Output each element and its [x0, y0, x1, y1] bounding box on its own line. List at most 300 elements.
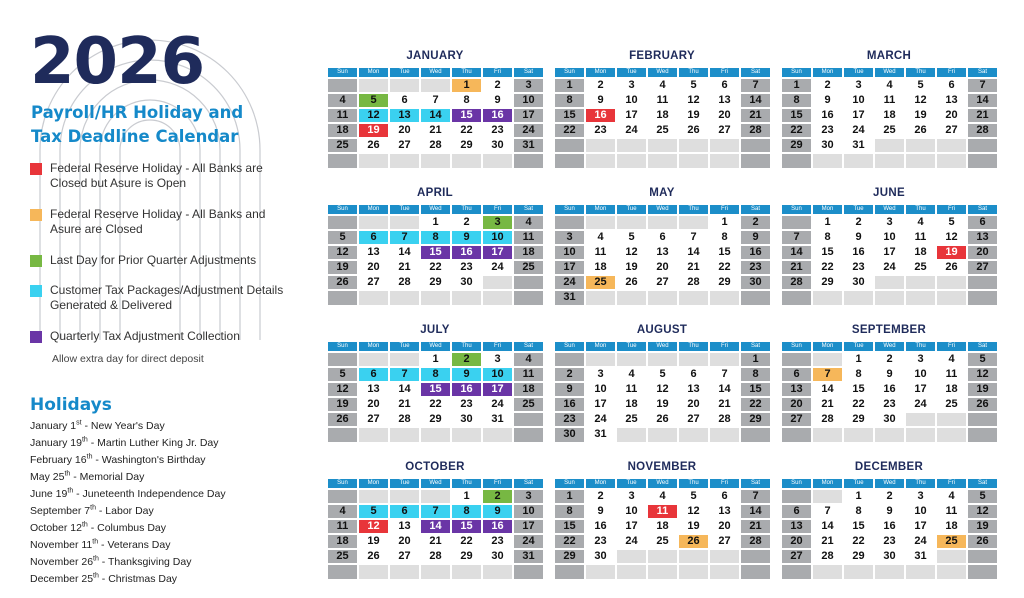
day-cell: 26	[328, 276, 357, 289]
day-cell: 10	[483, 368, 512, 381]
day-cell: 25	[648, 535, 677, 548]
day-cell: 16	[452, 383, 481, 396]
empty-day-cell	[555, 216, 584, 229]
empty-day-cell	[514, 291, 543, 304]
day-cell: 22	[452, 124, 481, 137]
day-cell: 27	[390, 139, 419, 152]
day-cell: 22	[813, 261, 842, 274]
day-cell: 27	[390, 550, 419, 563]
day-cell: 18	[937, 520, 966, 533]
day-cell: 6	[679, 368, 708, 381]
empty-day-cell	[968, 428, 997, 441]
weekday-header: Tue	[390, 342, 419, 351]
empty-day-cell	[844, 565, 873, 578]
weekday-header: Sun	[328, 479, 357, 488]
day-cell: 24	[555, 276, 584, 289]
holiday-item: September 7th - Labor Day	[30, 504, 154, 517]
day-cell: 1	[782, 79, 811, 92]
day-cell: 15	[452, 109, 481, 122]
day-cell: 24	[617, 124, 646, 137]
day-cell: 1	[813, 216, 842, 229]
day-cell: 14	[741, 505, 770, 518]
day-cell: 15	[782, 109, 811, 122]
weekday-header: Tue	[390, 479, 419, 488]
weekday-header: Fri	[483, 68, 512, 77]
legend-label-cont: Generated & Delivered	[50, 298, 173, 312]
day-cell: 7	[813, 505, 842, 518]
empty-day-cell	[710, 428, 739, 441]
month-grid	[782, 205, 996, 305]
empty-day-cell	[452, 565, 481, 578]
day-cell: 13	[390, 109, 419, 122]
empty-day-cell	[328, 154, 357, 167]
empty-day-cell	[328, 428, 357, 441]
weekday-header: Wed	[648, 205, 677, 214]
day-cell: 23	[483, 124, 512, 137]
day-cell: 12	[648, 383, 677, 396]
day-cell: 3	[514, 79, 543, 92]
day-cell: 7	[679, 231, 708, 244]
legend-label: Federal Reserve Holiday - All Banks and	[50, 207, 266, 221]
empty-day-cell	[813, 291, 842, 304]
day-cell: 18	[586, 261, 615, 274]
day-cell: 25	[648, 124, 677, 137]
day-cell: 27	[782, 550, 811, 563]
day-cell: 27	[937, 124, 966, 137]
weekday-header: Mon	[359, 68, 388, 77]
empty-day-cell	[421, 565, 450, 578]
day-cell: 28	[741, 124, 770, 137]
day-cell: 14	[390, 246, 419, 259]
month-name: SEPTEMBER	[851, 324, 927, 336]
holiday-item: November 26th - Thanksgiving Day	[30, 555, 192, 568]
weekday-header: Wed	[875, 205, 904, 214]
day-cell: 22	[555, 535, 584, 548]
empty-day-cell	[421, 154, 450, 167]
day-cell: 2	[586, 79, 615, 92]
day-cell: 2	[452, 353, 481, 366]
weekday-header: Mon	[813, 68, 842, 77]
empty-day-cell	[390, 428, 419, 441]
day-cell: 16	[875, 520, 904, 533]
calendar-year: 2026	[30, 25, 205, 99]
empty-day-cell	[514, 276, 543, 289]
day-cell: 28	[968, 124, 997, 137]
day-cell: 5	[679, 490, 708, 503]
day-cell: 6	[937, 79, 966, 92]
weekday-header: Sat	[741, 205, 770, 214]
subtitle-line-2: Tax Deadline Calendar	[31, 127, 239, 146]
month-september	[782, 324, 996, 442]
weekday-header: Thu	[452, 479, 481, 488]
day-cell: 6	[648, 231, 677, 244]
day-cell: 26	[328, 413, 357, 426]
weekday-header: Mon	[359, 479, 388, 488]
day-cell: 9	[483, 505, 512, 518]
empty-day-cell	[555, 154, 584, 167]
day-cell: 28	[813, 550, 842, 563]
day-cell: 3	[617, 79, 646, 92]
day-cell: 12	[937, 231, 966, 244]
month-name: FEBRUARY	[629, 50, 695, 62]
weekday-header: Sun	[782, 68, 811, 77]
empty-day-cell	[586, 139, 615, 152]
holiday-item: May 25th - Memorial Day	[30, 470, 145, 483]
month-june	[782, 187, 996, 305]
empty-day-cell	[679, 139, 708, 152]
day-cell: 31	[586, 428, 615, 441]
empty-day-cell	[452, 154, 481, 167]
weekday-header: Mon	[586, 68, 615, 77]
day-cell: 29	[844, 550, 873, 563]
weekday-header: Thu	[452, 205, 481, 214]
empty-day-cell	[710, 291, 739, 304]
day-cell: 19	[968, 383, 997, 396]
empty-day-cell	[617, 565, 646, 578]
day-cell: 30	[586, 550, 615, 563]
day-cell: 11	[617, 383, 646, 396]
day-cell: 13	[710, 94, 739, 107]
empty-day-cell	[555, 565, 584, 578]
month-grid	[328, 342, 542, 442]
day-cell: 1	[741, 353, 770, 366]
weekday-header: Wed	[648, 68, 677, 77]
day-cell: 16	[483, 109, 512, 122]
day-cell: 13	[359, 246, 388, 259]
day-cell: 7	[782, 231, 811, 244]
day-cell: 8	[741, 368, 770, 381]
weekday-header: Wed	[421, 342, 450, 351]
month-name: JULY	[420, 324, 450, 336]
empty-day-cell	[648, 216, 677, 229]
empty-day-cell	[875, 139, 904, 152]
empty-day-cell	[679, 216, 708, 229]
weekday-header: Tue	[844, 479, 873, 488]
day-cell: 27	[710, 535, 739, 548]
weekday-header: Tue	[617, 479, 646, 488]
day-cell: 25	[937, 398, 966, 411]
day-cell: 6	[390, 94, 419, 107]
day-cell: 19	[328, 261, 357, 274]
day-cell: 11	[937, 368, 966, 381]
day-cell: 12	[328, 383, 357, 396]
day-cell: 18	[617, 398, 646, 411]
day-cell: 4	[906, 216, 935, 229]
empty-day-cell	[555, 139, 584, 152]
empty-day-cell	[937, 413, 966, 426]
day-cell: 2	[875, 353, 904, 366]
day-cell: 21	[813, 398, 842, 411]
day-cell: 23	[741, 261, 770, 274]
weekday-header: Sun	[555, 342, 584, 351]
day-cell: 19	[359, 124, 388, 137]
day-cell: 8	[452, 94, 481, 107]
weekday-header: Thu	[679, 68, 708, 77]
day-cell: 12	[359, 520, 388, 533]
weekday-header: Thu	[679, 205, 708, 214]
legend-swatch	[30, 285, 42, 297]
weekday-header: Wed	[875, 479, 904, 488]
empty-day-cell	[421, 291, 450, 304]
empty-day-cell	[937, 550, 966, 563]
day-cell: 20	[710, 109, 739, 122]
day-cell: 3	[514, 490, 543, 503]
day-cell: 4	[328, 94, 357, 107]
day-cell: 31	[514, 139, 543, 152]
empty-day-cell	[937, 428, 966, 441]
day-cell: 18	[648, 109, 677, 122]
day-cell: 2	[586, 490, 615, 503]
month-name: JUNE	[873, 187, 905, 199]
day-cell: 25	[875, 124, 904, 137]
day-cell: 27	[648, 276, 677, 289]
day-cell: 30	[452, 276, 481, 289]
weekday-header: Fri	[937, 479, 966, 488]
day-cell: 24	[514, 124, 543, 137]
empty-day-cell	[679, 428, 708, 441]
day-cell: 3	[906, 353, 935, 366]
day-cell: 23	[452, 261, 481, 274]
day-cell: 22	[421, 261, 450, 274]
empty-day-cell	[586, 154, 615, 167]
day-cell: 22	[844, 398, 873, 411]
day-cell: 16	[741, 246, 770, 259]
day-cell: 5	[359, 505, 388, 518]
empty-day-cell	[782, 490, 811, 503]
weekday-header: Fri	[937, 205, 966, 214]
day-cell: 21	[679, 261, 708, 274]
empty-day-cell	[782, 216, 811, 229]
day-cell: 14	[421, 520, 450, 533]
empty-day-cell	[359, 428, 388, 441]
empty-day-cell	[514, 428, 543, 441]
day-cell: 1	[421, 216, 450, 229]
empty-day-cell	[875, 154, 904, 167]
day-cell: 22	[741, 398, 770, 411]
day-cell: 24	[844, 124, 873, 137]
weekday-header: Sun	[555, 68, 584, 77]
weekday-header: Fri	[710, 68, 739, 77]
day-cell: 9	[813, 94, 842, 107]
empty-day-cell	[906, 276, 935, 289]
day-cell: 29	[813, 276, 842, 289]
weekday-header: Wed	[421, 205, 450, 214]
day-cell: 24	[483, 261, 512, 274]
day-cell: 16	[452, 246, 481, 259]
legend-label: Quarterly Tax Adjustment Collection	[50, 329, 240, 343]
month-november	[555, 461, 769, 579]
day-cell: 12	[906, 94, 935, 107]
day-cell: 29	[421, 413, 450, 426]
day-cell: 18	[648, 520, 677, 533]
month-grid	[782, 479, 996, 579]
day-cell: 27	[968, 261, 997, 274]
empty-day-cell	[390, 154, 419, 167]
weekday-header: Mon	[813, 205, 842, 214]
weekday-header: Wed	[875, 342, 904, 351]
month-august	[555, 324, 769, 442]
month-grid	[555, 205, 769, 305]
day-cell: 11	[906, 231, 935, 244]
day-cell: 25	[328, 550, 357, 563]
day-cell: 25	[514, 398, 543, 411]
day-cell: 12	[617, 246, 646, 259]
empty-day-cell	[844, 154, 873, 167]
month-grid	[782, 68, 996, 168]
weekday-header: Sat	[741, 342, 770, 351]
empty-day-cell	[813, 154, 842, 167]
empty-day-cell	[782, 565, 811, 578]
empty-day-cell	[875, 276, 904, 289]
day-cell: 10	[514, 505, 543, 518]
empty-day-cell	[586, 353, 615, 366]
day-cell: 30	[875, 413, 904, 426]
empty-day-cell	[710, 550, 739, 563]
empty-day-cell	[937, 154, 966, 167]
weekday-header: Mon	[586, 205, 615, 214]
weekday-header: Thu	[679, 342, 708, 351]
day-cell: 2	[844, 216, 873, 229]
day-cell: 15	[421, 246, 450, 259]
legend-label: Customer Tax Packages/Adjustment Details	[50, 283, 284, 297]
day-cell: 5	[906, 79, 935, 92]
day-cell: 14	[679, 246, 708, 259]
day-cell: 4	[328, 505, 357, 518]
day-cell: 13	[359, 383, 388, 396]
empty-day-cell	[359, 154, 388, 167]
empty-day-cell	[648, 291, 677, 304]
day-cell: 25	[617, 413, 646, 426]
day-cell: 18	[328, 124, 357, 137]
empty-day-cell	[741, 428, 770, 441]
empty-day-cell	[937, 291, 966, 304]
day-cell: 23	[483, 535, 512, 548]
month-grid	[328, 479, 542, 579]
empty-day-cell	[359, 565, 388, 578]
empty-day-cell	[937, 565, 966, 578]
day-cell: 31	[514, 550, 543, 563]
empty-day-cell	[617, 154, 646, 167]
empty-day-cell	[679, 291, 708, 304]
day-cell: 10	[844, 94, 873, 107]
empty-day-cell	[359, 490, 388, 503]
month-grid	[555, 479, 769, 579]
empty-day-cell	[359, 79, 388, 92]
weekday-header: Sun	[555, 479, 584, 488]
day-cell: 2	[875, 490, 904, 503]
day-cell: 1	[452, 79, 481, 92]
day-cell: 8	[844, 368, 873, 381]
month-february	[555, 50, 769, 168]
day-cell: 19	[968, 520, 997, 533]
empty-day-cell	[782, 291, 811, 304]
day-cell: 5	[937, 216, 966, 229]
weekday-header: Mon	[586, 342, 615, 351]
month-april	[328, 187, 542, 305]
day-cell: 28	[679, 276, 708, 289]
weekday-header: Thu	[906, 68, 935, 77]
day-cell: 26	[648, 413, 677, 426]
day-cell: 20	[710, 520, 739, 533]
month-name: APRIL	[417, 187, 453, 199]
day-cell: 19	[359, 535, 388, 548]
day-cell: 3	[617, 490, 646, 503]
day-cell: 4	[648, 79, 677, 92]
empty-day-cell	[813, 490, 842, 503]
empty-day-cell	[968, 154, 997, 167]
day-cell: 14	[813, 383, 842, 396]
day-cell: 4	[617, 368, 646, 381]
day-cell: 24	[875, 261, 904, 274]
day-cell: 1	[452, 490, 481, 503]
day-cell: 9	[452, 368, 481, 381]
weekday-header: Tue	[390, 68, 419, 77]
day-cell: 29	[710, 276, 739, 289]
empty-day-cell	[741, 154, 770, 167]
weekday-header: Tue	[617, 68, 646, 77]
legend-label: Federal Reserve Holiday - All Banks are	[50, 161, 263, 175]
day-cell: 30	[483, 550, 512, 563]
day-cell: 13	[937, 94, 966, 107]
day-cell: 14	[741, 94, 770, 107]
day-cell: 23	[844, 261, 873, 274]
day-cell: 23	[555, 413, 584, 426]
day-cell: 24	[586, 413, 615, 426]
day-cell: 17	[555, 261, 584, 274]
empty-day-cell	[844, 428, 873, 441]
day-cell: 26	[906, 124, 935, 137]
day-cell: 28	[390, 413, 419, 426]
day-cell: 18	[937, 383, 966, 396]
empty-day-cell	[483, 565, 512, 578]
day-cell: 6	[710, 490, 739, 503]
day-cell: 17	[906, 520, 935, 533]
day-cell: 18	[514, 246, 543, 259]
day-cell: 14	[390, 383, 419, 396]
empty-day-cell	[648, 428, 677, 441]
month-grid	[328, 68, 542, 168]
day-cell: 30	[844, 276, 873, 289]
empty-day-cell	[328, 490, 357, 503]
empty-day-cell	[741, 565, 770, 578]
weekday-header: Sun	[328, 342, 357, 351]
day-cell: 23	[875, 398, 904, 411]
day-cell: 30	[875, 550, 904, 563]
day-cell: 28	[741, 535, 770, 548]
empty-day-cell	[617, 353, 646, 366]
empty-day-cell	[617, 428, 646, 441]
day-cell: 22	[710, 261, 739, 274]
day-cell: 7	[390, 231, 419, 244]
day-cell: 11	[328, 520, 357, 533]
legend-item-fed-holiday-asure-open	[30, 161, 300, 191]
empty-day-cell	[679, 565, 708, 578]
weekday-header: Sat	[968, 479, 997, 488]
empty-day-cell	[452, 428, 481, 441]
empty-day-cell	[710, 353, 739, 366]
weekday-header: Fri	[710, 342, 739, 351]
weekday-header: Wed	[875, 68, 904, 77]
day-cell: 5	[648, 368, 677, 381]
empty-day-cell	[390, 291, 419, 304]
day-cell: 22	[452, 535, 481, 548]
day-cell: 11	[937, 505, 966, 518]
day-cell: 8	[844, 505, 873, 518]
month-january	[328, 50, 542, 168]
day-cell: 8	[813, 231, 842, 244]
empty-day-cell	[359, 353, 388, 366]
day-cell: 11	[514, 368, 543, 381]
